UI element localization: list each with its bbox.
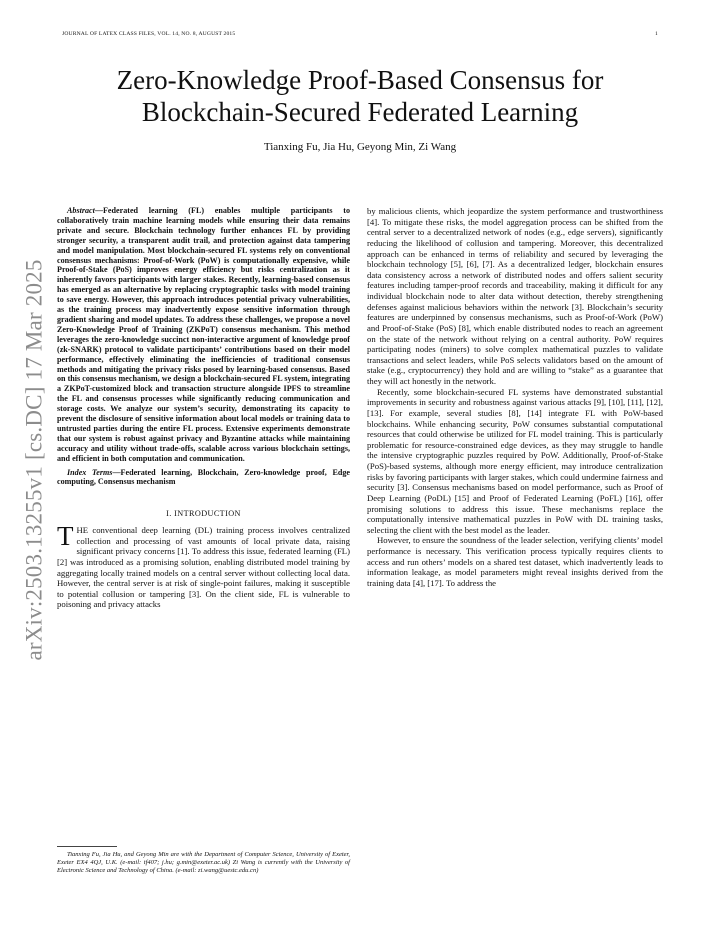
body-paragraph: by malicious clients, which jeopardize the system performance and trustworthiness [4]. To mitigate these risks, the model aggregation process can be shifted from the central server to a decentralized network of nodes (e.g., edge servers), significantly reducing the likelihood of collusion and tampering. Moreover, this decentralized approach can be enhanced in terms of reliability and secured by leveraging the blockchain technology [5], [6], [7]. As a decentralized ledger, blockchain ensures data consistency across a network of distributed nodes and offers salient security features including tamper-proof records and traceability, making it difficult for any individual blockchain node to alter data without detection, thereby strengthening defenses against malicious behaviors within the network [3]. Blockchain’s security features are underpinned by consensus mechanisms, such as Proof-of-Work (PoW) and Proof-of-Stake (PoS) [8], which enable distributed nodes to reach an agreement on the state of the network without relying on a central authority. PoW requires participating nodes (miners) to solve complex mathematical puzzles to validate transactions and select leaders, while PoS selects validators based on the amount of stake (e.g., cryptocurrency) they hold and are willing to “stake” as a guarantee that they will act honestly in the network. — [367, 206, 663, 386]
abstract — [57, 206, 350, 464]
arxiv-watermark — [22, 240, 48, 680]
author-list: Tianxing Fu, Jia Hu, Geyong Min, Zi Wang — [263, 141, 457, 153]
abstract-text: —Federated learning (FL) enables multiple participants to collaboratively train machine learning models while ensuring their data remains private and secure. Blockchain technology further enhances FL by providing stronger security, a transparent audit trail, and protection against data tampering and model manipulation. Most blockchain-secured FL systems rely on conventional consensus mechanisms: Proof-of-Work (PoW) is computationally expensive, while Proof-of-Stake (PoS) improves energy efficiency but risks centralization as it inherently favors participants with larger stakes. Recently, learning-based consensus has emerged as an alternative by replacing cryptographic tasks with model training to save energy. However, this approach introduces potential privacy vulnerabilities, as the training process may inadvertently expose sensitive information through gradient sharing and model updates. To address these challenges, we propose a novel Zero-Knowledge Proof of Training (ZKPoT) consensus mechanism. This method leverages the zero-knowledge succinct non-interactive argument of knowledge proof (zk-SNARK) protocol to validate participants’ contributions based on their model performance, effectively eliminating the inefficiencies of traditional consensus methods and mitigating the privacy risks posed by learning-based consensus. Based on this consensus mechanism, we design a blockchain-secured FL system, integrating a ZKPoT-customized block and transaction structure alongside IPFS to streamline the FL and consensus processes while significantly reducing communication and storage costs. We analyze our system’s security, demonstrating its capacity to prevent the disclosure of sensitive information about local models or training data to untrusted parties during the entire FL process. Extensive experiments demonstrate that our system is robust against privacy and Byzantine attacks while maintaining accuracy and utility without trade-offs, scalable across various blockchain settings, and efficient in both computation and communication. — [57, 206, 350, 463]
journal-header: JOURNAL OF LATEX CLASS FILES, VOL. 14, NO. 8, AUGUST 2015 — [62, 31, 236, 37]
author-affiliation-footnote: Tianxing Fu, Jia Hu, and Geyong Min are with the Department of Computer Science, University of Exeter, Exeter EX4 4QJ, U.K. (e-mail: tf407; j.hu; g.min@exeter.ac.uk) Zi Wang is currently with the University of Electronic Science and Technology of China. (e-mail: zi.wang@uestc.edu.cn) — [57, 851, 350, 875]
index-terms — [57, 468, 350, 488]
index-terms-label: Index Terms — [67, 467, 113, 477]
body-paragraph: However, to ensure the soundness of the leader selection, verifying clients’ model performance is necessary. This verification process typically requires clients to access and run others’ models on a shared test dataset, which inadvertently leads to information leakage, as model parameters might reveal insights derived from the training data [4], [17]. To address the — [367, 535, 663, 588]
right-column — [367, 206, 663, 589]
abstract-label: Abstract — [67, 206, 95, 215]
arxiv-id: arXiv:2503.13255v1 [cs.DC] 17 Mar 2025 — [22, 259, 48, 661]
body-paragraph: Recently, some blockchain-secured FL systems have demonstrated substantial improvements in security and robustness against various attacks [9], [10], [11], [12], [13]. For example, several studies [8], [14] integrate FL with PoW-based blockchains. While enhancing security, PoW consumes substantial computational resources that could otherwise be utilized for FL model training. This is particularly problematic for resource-constrained edge devices, as they may struggle to handle the intensive cryptographic puzzles required by PoW. Additionally, Proof-of-Stake (PoS)-based systems, although more energy efficient, may introduce centralization risks by favoring participants with larger stakes, which could undermine fairness and security [3]. Consensus mechanisms based on model performance, such as Proof of Deep Learning (PoDL) [15] and Proof of Federated Learning (PoFL) [16], offer promising solutions to address this issue. These mechanisms replace the computationally intensive mathematical puzzles in PoW with DL training tasks, selecting the client with the best model as the leader. — [367, 386, 663, 535]
page-number: 1 — [655, 31, 658, 37]
paper-title — [0, 64, 720, 128]
left-column — [57, 206, 350, 610]
title-line-1: Zero-Knowledge Proof-Based Consensus for — [116, 65, 604, 95]
index-terms-text: —Federated learning, Blockchain, Zero-knowledge proof, Edge computing, Consensus mechanism — [57, 467, 350, 487]
intro-paragraph-text: HE conventional deep learning (DL) training process involves centralized collection and processing of vast amounts of local private data, raising significant privacy concerns [1]. To address this issue, federated learning (FL) [2] was introduced as a promising solution, enabling distributed model training by aggregating locally trained models on a central server without collecting local data. However, the central server is at risk of single-point failures, making it susceptible to potential collusion or tampering [3]. On the client side, FL is vulnerable to poisoning and privacy attacks — [57, 525, 350, 610]
footnote-divider — [57, 846, 117, 847]
intro-paragraph — [57, 521, 350, 610]
section-heading-introduction: I. INTRODUCTION — [166, 509, 241, 519]
title-line-2: Blockchain-Secured Federated Learning — [141, 97, 579, 127]
running-head — [62, 31, 658, 37]
drop-cap: T — [57, 521, 74, 551]
